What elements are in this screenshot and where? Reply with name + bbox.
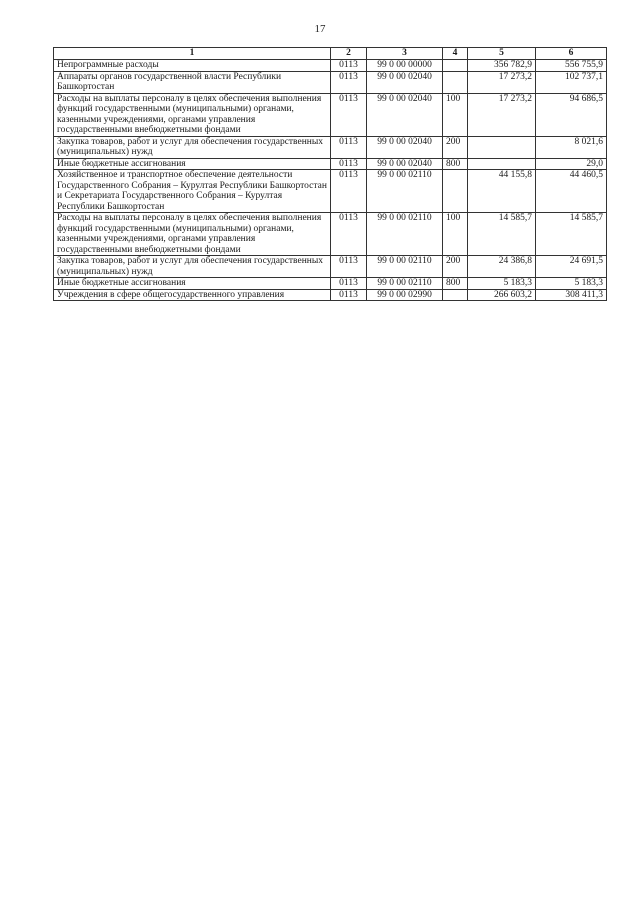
row-name: Расходы на выплаты персоналу в целях обеспечения выполнения функций государственными (муниципальными) органами, казенными учреждениями, органами управления государственными внебюджетными фондами <box>54 93 331 136</box>
row-target-article: 99 0 00 02040 <box>367 136 443 158</box>
row-target-article: 99 0 00 02110 <box>367 278 443 290</box>
row-amount-5: 44 155,8 <box>468 170 536 213</box>
row-amount-5 <box>468 158 536 170</box>
row-name: Иные бюджетные ассигнования <box>54 158 331 170</box>
row-amount-6: 94 686,5 <box>536 93 607 136</box>
row-expense-type: 100 <box>443 93 468 136</box>
column-header: 1 <box>54 48 331 60</box>
row-name: Иные бюджетные ассигнования <box>54 278 331 290</box>
row-amount-5: 24 386,8 <box>468 256 536 278</box>
row-expense-type: 100 <box>443 213 468 256</box>
row-section-code: 0113 <box>331 60 367 72</box>
row-name: Аппараты органов государственной власти Республики Башкортостан <box>54 71 331 93</box>
row-section-code: 0113 <box>331 170 367 213</box>
table-row <box>54 213 607 256</box>
row-expense-type <box>443 71 468 93</box>
row-section-code: 0113 <box>331 93 367 136</box>
table-row <box>54 71 607 93</box>
row-amount-6: 308 411,3 <box>536 289 607 301</box>
table-row <box>54 158 607 170</box>
row-expense-type: 200 <box>443 136 468 158</box>
row-expense-type: 800 <box>443 158 468 170</box>
row-amount-5: 14 585,7 <box>468 213 536 256</box>
row-section-code: 0113 <box>331 136 367 158</box>
row-target-article: 99 0 00 02040 <box>367 158 443 170</box>
row-target-article: 99 0 00 02990 <box>367 289 443 301</box>
row-section-code: 0113 <box>331 289 367 301</box>
row-amount-5: 5 183,3 <box>468 278 536 290</box>
row-expense-type <box>443 60 468 72</box>
row-section-code: 0113 <box>331 278 367 290</box>
row-target-article: 99 0 00 02040 <box>367 93 443 136</box>
row-name: Закупка товаров, работ и услуг для обеспечения государственных (муниципальных) нужд <box>54 256 331 278</box>
column-header: 5 <box>468 48 536 60</box>
column-header: 2 <box>331 48 367 60</box>
row-amount-6: 14 585,7 <box>536 213 607 256</box>
column-header: 3 <box>367 48 443 60</box>
table-row <box>54 278 607 290</box>
row-expense-type <box>443 170 468 213</box>
table-row <box>54 256 607 278</box>
row-section-code: 0113 <box>331 71 367 93</box>
row-section-code: 0113 <box>331 158 367 170</box>
table-row <box>54 60 607 72</box>
row-amount-6: 556 755,9 <box>536 60 607 72</box>
row-name: Непрограммные расходы <box>54 60 331 72</box>
row-name: Хозяйственное и транспортное обеспечение деятельности Государственного Собрания – Курултая Республики Башкортостан и Секретариата Государственного Собрания – Курултая Республики Башкортостан <box>54 170 331 213</box>
table-row <box>54 136 607 158</box>
row-name: Расходы на выплаты персоналу в целях обеспечения выполнения функций государственными (муниципальными) органами, казенными учреждениями, органами управления государственными внебюджетными фондами <box>54 213 331 256</box>
row-name: Учреждения в сфере общегосударственного управления <box>54 289 331 301</box>
row-amount-5 <box>468 136 536 158</box>
row-target-article: 99 0 00 02110 <box>367 256 443 278</box>
row-expense-type <box>443 289 468 301</box>
row-amount-6: 102 737,1 <box>536 71 607 93</box>
table-row <box>54 170 607 213</box>
table-row <box>54 289 607 301</box>
row-section-code: 0113 <box>331 213 367 256</box>
page-number: 17 <box>314 23 326 35</box>
row-amount-5: 17 273,2 <box>468 93 536 136</box>
column-header: 4 <box>443 48 468 60</box>
row-amount-5: 17 273,2 <box>468 71 536 93</box>
row-target-article: 99 0 00 02110 <box>367 170 443 213</box>
budget-table <box>53 47 607 301</box>
row-amount-6: 5 183,3 <box>536 278 607 290</box>
table-row <box>54 93 607 136</box>
header-row <box>54 48 607 60</box>
row-amount-5: 266 603,2 <box>468 289 536 301</box>
column-header: 6 <box>536 48 607 60</box>
row-target-article: 99 0 00 02040 <box>367 71 443 93</box>
row-target-article: 99 0 00 02110 <box>367 213 443 256</box>
row-amount-5: 356 782,9 <box>468 60 536 72</box>
row-amount-6: 24 691,5 <box>536 256 607 278</box>
row-target-article: 99 0 00 00000 <box>367 60 443 72</box>
row-expense-type: 200 <box>443 256 468 278</box>
row-name: Закупка товаров, работ и услуг для обеспечения государственных (муниципальных) нужд <box>54 136 331 158</box>
row-amount-6: 44 460,5 <box>536 170 607 213</box>
row-expense-type: 800 <box>443 278 468 290</box>
row-amount-6: 8 021,6 <box>536 136 607 158</box>
row-section-code: 0113 <box>331 256 367 278</box>
row-amount-6: 29,0 <box>536 158 607 170</box>
